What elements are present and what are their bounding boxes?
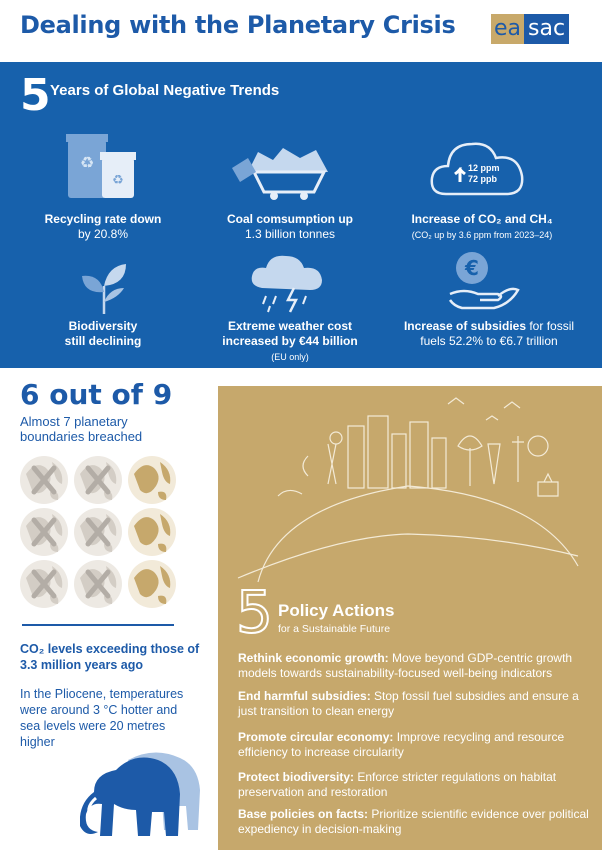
- trend-subsidies-rest2: fuels 52.2% to €6.7 trillion: [420, 334, 558, 348]
- globe-breached-icon: [20, 560, 68, 608]
- policy-action-circular: [238, 730, 596, 760]
- globe-breached-icon: [20, 508, 68, 556]
- trends-heading: Years of Global Negative Trends: [50, 82, 280, 99]
- trend-biodiversity-line1: Biodiversity: [68, 319, 138, 333]
- globe-safe-icon: [128, 456, 176, 504]
- policy-number: 5: [236, 578, 273, 646]
- euro-hand-icon: [444, 248, 524, 314]
- svg-text:♻: ♻: [112, 173, 124, 188]
- trends-number: 5: [20, 70, 51, 121]
- boundary-globes: [18, 454, 178, 609]
- trend-emissions-bold: Increase of CO₂ and CH₄: [411, 212, 553, 226]
- mammoth-icon: [80, 748, 202, 843]
- trend-weather-line1: Extreme weather cost: [227, 319, 353, 333]
- globe-breached-icon: [74, 508, 122, 556]
- trend-subsidies-bold: Increase of subsidies: [403, 319, 527, 333]
- trend-subsidies-rest1: for fossil: [526, 319, 575, 333]
- trend-subsidies: [384, 319, 594, 349]
- trend-coal-bold: Coal comsumption up: [227, 212, 353, 226]
- trend-weather-rest: (EU only): [271, 352, 309, 362]
- easac-logo: [491, 14, 569, 44]
- policy-action-growth-title: Rethink economic growth:: [238, 651, 389, 665]
- section-divider: [22, 624, 174, 626]
- trend-coal-rest: 1.3 billion tonnes: [244, 227, 336, 241]
- storm-cloud-icon: [248, 252, 328, 316]
- globe-safe-icon: [128, 560, 176, 608]
- trend-recycling: [28, 212, 178, 242]
- trend-recycling-rest: by 20.8%: [77, 227, 129, 241]
- cloud-value-ch4: 72 ppb: [468, 174, 498, 184]
- trend-emissions: [382, 212, 582, 242]
- policy-action-biodiversity-text: Enforce stricter regulations on habitat preservation and restoration: [238, 770, 557, 799]
- policy-action-growth: [238, 651, 596, 681]
- trend-emissions-rest: (CO₂ up by 3.6 ppm from 2023–24): [411, 230, 553, 240]
- globe-breached-icon: [74, 456, 122, 504]
- page-title: Dealing with the Planetary Crisis: [20, 11, 456, 39]
- globe-breached-icon: [20, 456, 68, 504]
- coal-cart-icon: [228, 142, 338, 200]
- policy-title: Policy Actions: [278, 601, 395, 620]
- logo-sac: sac: [524, 14, 569, 44]
- policy-subtitle: for a Sustainable Future: [278, 623, 391, 635]
- trend-coal: [205, 212, 375, 242]
- co2-note: CO₂ levels exceeding those of 3.3 million years ago: [20, 642, 200, 672]
- policy-action-facts: [238, 807, 596, 837]
- cloud-value-co2: 12 ppm: [468, 163, 500, 173]
- policy-action-biodiversity: [238, 770, 596, 800]
- svg-text:€: €: [465, 256, 479, 280]
- policy-action-subsidies-title: End harmful subsidies:: [238, 689, 371, 703]
- recycling-bins-icon: [66, 134, 142, 200]
- policy-action-subsidies: [238, 689, 596, 719]
- policy-action-circular-text: Improve recycling and resource efficiency to increase circularity: [238, 730, 565, 759]
- policy-action-growth-text: Move beyond GDP-centric growth models towards sustainability-focused well-being indicators: [238, 651, 573, 680]
- policy-panel: [218, 386, 602, 850]
- plant-icon: [74, 258, 134, 316]
- policy-action-circular-title: Promote circular economy:: [238, 730, 394, 744]
- trend-weather: [205, 319, 375, 364]
- policy-action-facts-text: Prioritize scientific evidence over political expediency in decision-making: [238, 807, 589, 836]
- svg-text:♻: ♻: [79, 153, 95, 172]
- policy-action-subsidies-text: Stop fossil fuel subsidies and ensure a just transition to clean energy: [238, 689, 579, 718]
- trend-biodiversity-line2: still declining: [64, 334, 142, 348]
- trend-recycling-bold: Recycling rate down: [44, 212, 162, 226]
- header: [0, 0, 602, 58]
- pliocene-note: In the Pliocene, temperatures were around 3 °C hotter and sea levels were 20 metres higher: [20, 687, 184, 749]
- boundaries-count: 6 out of 9: [20, 378, 173, 411]
- trends-section: [0, 62, 602, 368]
- logo-ea: ea: [491, 14, 524, 44]
- boundaries-text: Almost 7 planetary boundaries breached: [20, 414, 143, 444]
- trend-biodiversity: [28, 319, 178, 349]
- cloud-values: [468, 163, 518, 185]
- globe-safe-icon: [128, 508, 176, 556]
- globe-breached-icon: [74, 560, 122, 608]
- policy-action-biodiversity-title: Protect biodiversity:: [238, 770, 355, 784]
- policy-action-facts-title: Base policies on facts:: [238, 807, 369, 821]
- trend-weather-line2: increased by €44 billion: [222, 334, 358, 348]
- sustainable-city-illustration: [218, 386, 602, 586]
